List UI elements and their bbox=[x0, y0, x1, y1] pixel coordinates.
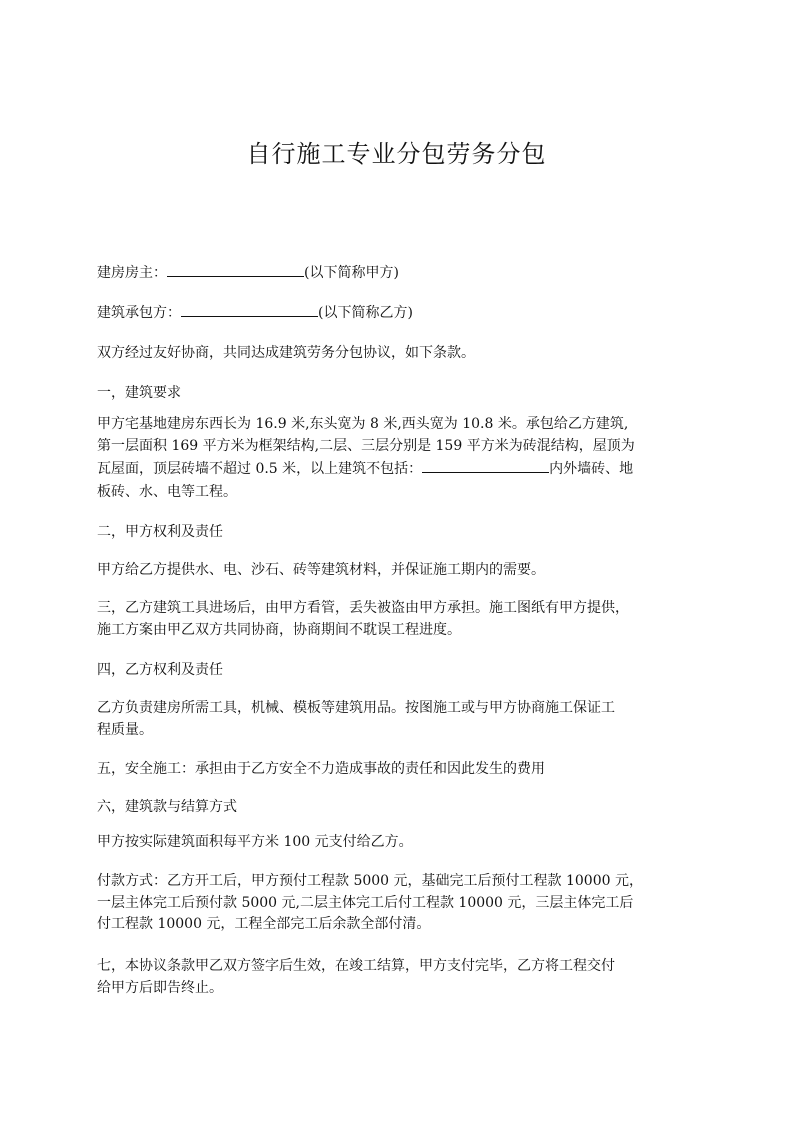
section-1-line-1: 甲方宅基地建房东西长为 16.9 米,东头宽为 8 米,西头宽为 10.8 米。承包给乙方建筑, bbox=[97, 416, 629, 432]
payment-line-1: 付款方式：乙方开工后，甲方预付工程款 5000 元，基础完工后预付工程款 10000 元， bbox=[97, 873, 643, 889]
contractor-label: 建筑承包方： bbox=[97, 305, 181, 321]
owner-suffix: (以下简称甲方) bbox=[304, 265, 399, 281]
owner-label: 建房房主： bbox=[97, 265, 167, 281]
contractor-name-blank[interactable] bbox=[181, 302, 318, 317]
section-1-line-4: 板砖、水、电等工程。 bbox=[97, 484, 237, 500]
section-1-line-3-start: 瓦屋面，顶层砖墙不超过 0.5 米，以上建筑不包括： bbox=[97, 461, 423, 477]
owner-name-blank[interactable] bbox=[167, 262, 304, 277]
payment-line-3: 付工程款 10000 元，工程全部完工后余款全部付清。 bbox=[97, 916, 431, 932]
section-2-heading: 二，甲方权利及责任 bbox=[97, 524, 223, 540]
exclusions-blank[interactable] bbox=[422, 458, 549, 473]
section-4-line-1: 乙方负责建房所需工具，机械、模板等建筑用品。按图施工或与甲方协商施工保证工 bbox=[97, 700, 615, 716]
contractor-line bbox=[97, 302, 709, 323]
section-7-line-2: 给甲方后即告终止。 bbox=[97, 980, 223, 996]
section-6-heading: 六，建筑款与结算方式 bbox=[97, 799, 237, 815]
section-1-line-3 bbox=[97, 458, 709, 479]
contractor-suffix: (以下简称乙方) bbox=[318, 305, 413, 321]
section-1-heading: 一，建筑要求 bbox=[97, 385, 181, 401]
section-1-line-3-end: 内外墙砖、地 bbox=[549, 461, 634, 477]
section-7-line-1: 七，本协议条款甲乙双方签字后生效，在竣工结算，甲方支付完毕，乙方将工程交付 bbox=[97, 958, 615, 974]
intro-text: 双方经过友好协商，共同达成建筑劳务分包协议，如下条款。 bbox=[97, 345, 475, 361]
section-4-heading: 四，乙方权利及责任 bbox=[97, 662, 223, 678]
section-1-line-2: 第一层面积 169 平方米为框架结构,二层、三层分别是 159 平方米为砖混结构，屋顶为 bbox=[97, 438, 635, 454]
payment-line-2: 一层主体完工后预付款 5000 元,二层主体完工后付工程款 10000 元，三层主体完工后 bbox=[97, 895, 634, 911]
section-3-line-2: 施工方案由甲乙双方共同协商，协商期间不耽误工程进度。 bbox=[97, 622, 461, 638]
section-2-text: 甲方给乙方提供水、电、沙石、砖等建筑材料，并保证施工期内的需要。 bbox=[97, 562, 545, 578]
section-6-text: 甲方按实际建筑面积每平方米 100 元支付给乙方。 bbox=[97, 834, 413, 850]
owner-line bbox=[97, 262, 709, 283]
section-5-text: 五，安全施工：承担由于乙方安全不力造成事故的责任和因此发生的费用 bbox=[97, 761, 545, 777]
section-4-line-2: 程质量。 bbox=[97, 722, 153, 738]
section-3-line-1: 三，乙方建筑工具进场后，由甲方看管，丢失被盗由甲方承担。施工图纸有甲方提供， bbox=[97, 600, 629, 616]
document-title: 自行施工专业分包劳务分包 bbox=[246, 140, 547, 168]
